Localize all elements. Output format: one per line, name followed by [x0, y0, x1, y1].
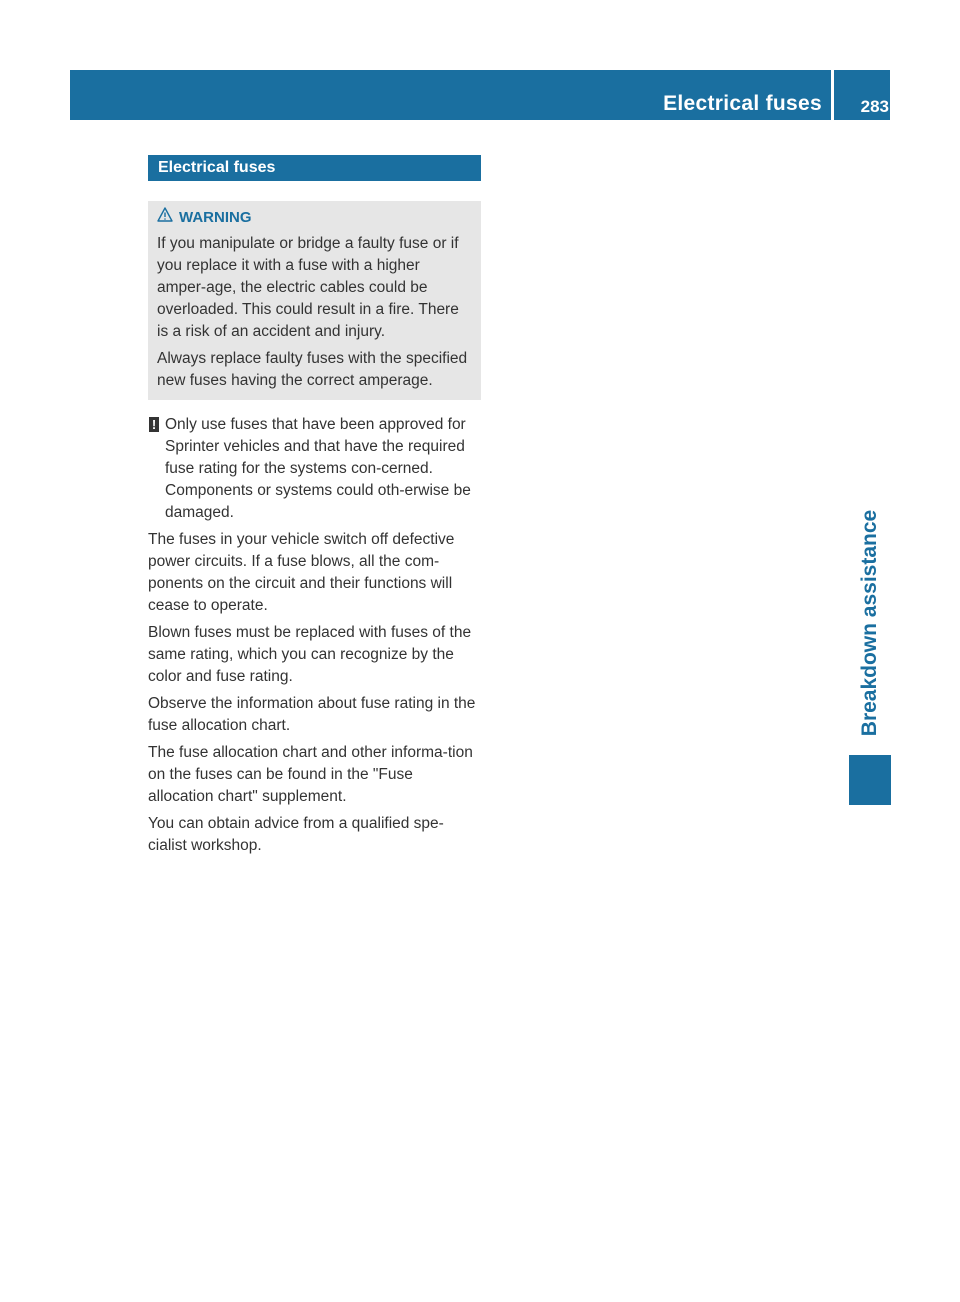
side-tab-marker — [849, 755, 891, 805]
side-section-label — [849, 495, 891, 750]
warning-paragraph: Always replace faulty fuses with the specified new fuses having the correct amperage. — [157, 350, 468, 389]
section-title: Electrical fuses — [148, 155, 481, 181]
warning-heading — [157, 207, 473, 229]
main-content — [148, 155, 481, 857]
note-block — [148, 414, 481, 524]
page-number: 283 — [860, 97, 889, 116]
body-paragraph: Blown fuses must be replaced with fuses of the same rating, which you can recognize by the color and fuse rating. — [148, 624, 472, 685]
warning-paragraph: If you manipulate or bridge a faulty fuse or if you replace it with a fuse with a higher amper-age, the electric cables could be overloaded. This could result in a fire. There is a risk of an accident and injury. — [157, 235, 459, 340]
warning-title: WARNING — [179, 209, 252, 226]
note-text: Only use fuses that have been approved for Sprinter vehicles and that have the required fuse rating for the systems con-cerned. Components or systems could oth-erwise be damaged. — [165, 416, 471, 521]
page-header-bar — [70, 70, 890, 120]
body-paragraph: The fuse allocation chart and other informa-tion on the fuses can be found in the "Fuse allocation chart" supplement. — [148, 744, 473, 805]
body-paragraph: Observe the information about fuse rating in the fuse allocation chart. — [148, 695, 476, 734]
warning-triangle-icon — [157, 207, 173, 229]
header-separator — [831, 70, 834, 120]
exclamation-icon: ! — [149, 417, 159, 432]
body-paragraph: The fuses in your vehicle switch off defective power circuits. If a fuse blows, all the com-ponents on the circuit and their functions will cease to operate. — [148, 531, 455, 614]
warning-box — [148, 201, 481, 400]
side-section-label-text: Breakdown assistance — [858, 509, 881, 736]
body-paragraph: You can obtain advice from a qualified spe-cialist workshop. — [148, 815, 444, 854]
header-title: Electrical fuses — [663, 92, 822, 115]
